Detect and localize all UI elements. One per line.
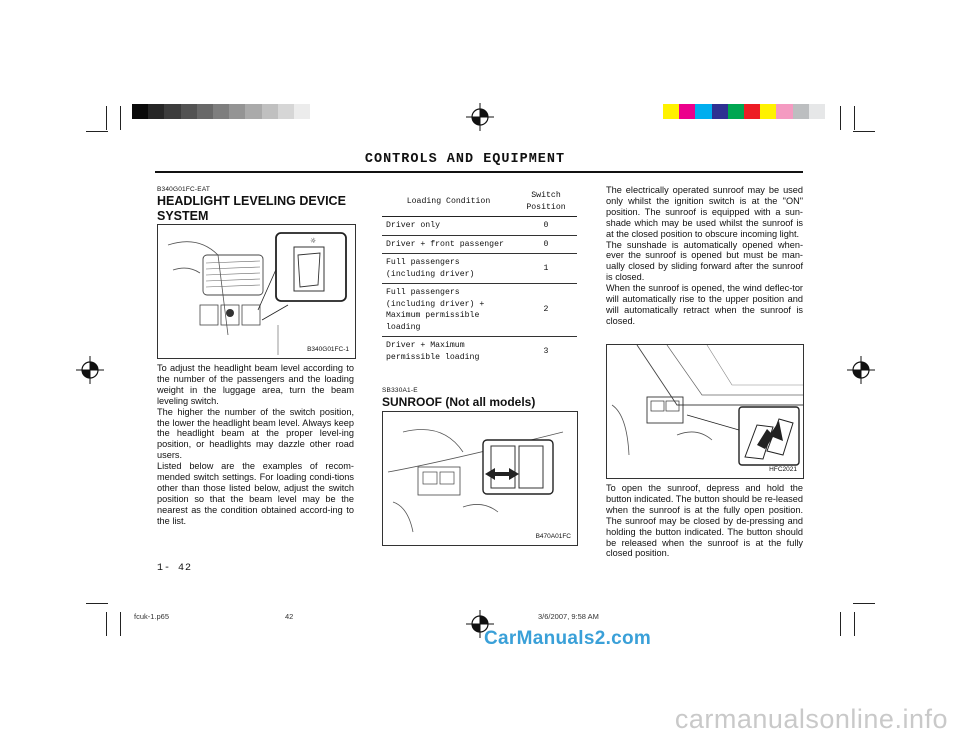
calibration-swatch: [809, 104, 825, 119]
watermark-carmanualsonline: carmanualsonline.info: [674, 704, 948, 734]
color-calibration-bar: [663, 104, 825, 119]
table-cell: 1: [543, 263, 549, 273]
calibration-swatch: [262, 104, 278, 119]
footer-filename: fcuk-1.p65: [134, 612, 170, 621]
section-code: B340G01FC-EAT: [157, 186, 211, 193]
figure-label: HFC2021: [769, 466, 797, 473]
figure-label: B340G01FC-1: [307, 346, 349, 353]
calibration-swatch: [229, 104, 245, 119]
table-cell: Driver + Maximum permissible loading: [386, 341, 480, 362]
section-code: SB330A1-E: [382, 387, 418, 394]
table-row: [382, 217, 577, 236]
watermark-carmanuals: CarManuals2.com: [484, 628, 652, 649]
footer-date: 3/6/2007, 9:58 AM: [538, 612, 599, 621]
sunroof-button-figure: [606, 344, 804, 479]
header-divider: [155, 171, 803, 173]
calibration-swatch: [164, 104, 180, 119]
calibration-swatch: [294, 104, 310, 119]
dashboard-illustration: [158, 225, 355, 358]
calibration-swatch: [245, 104, 261, 119]
table-cell: Driver + front passenger: [386, 239, 504, 249]
table-row: [382, 235, 577, 254]
calibration-swatch: [728, 104, 744, 119]
table-cell: Full passengers (including driver): [386, 258, 475, 279]
paragraph: When the sunroof is opened, the wind deflec-tor will automatically rise to the upper position and will automatically retract when the sunroof is closed.: [606, 283, 803, 326]
paragraph: The higher the number of the switch position, the lower the headlight beam level. Always keep the headlight beam at the proper level-ing position, or headlights may dazzle other road users.: [157, 406, 354, 461]
calibration-swatch: [148, 104, 164, 119]
calibration-swatch: [181, 104, 197, 119]
paragraph: To adjust the headlight beam level according to the number of the passengers and the loading weight in the luggage area, turn the beam leveling switch.: [157, 363, 354, 406]
headlight-switch-figure: [157, 224, 356, 359]
left-body-text: [157, 363, 354, 527]
paragraph: To open the sunroof, depress and hold the button indicated. The button should be re-leased when the sunroof is at the fully open position. The sunroof may be closed by de-pressing and holding the button indicated. The button should be released when the sunroof is at the fully closed position.: [606, 483, 803, 559]
table-cell: Full passengers (including driver) + Maximum permissible loading: [386, 288, 485, 332]
calibration-swatch: [760, 104, 776, 119]
table-row: [382, 337, 577, 367]
calibration-swatch: [132, 104, 148, 119]
column-header: Loading Condition: [406, 196, 491, 206]
paragraph: Listed below are the examples of recom-mended switch settings. For loading condi-tions other than those listed below, adjust the switch position so that the beam level may be the nearest as the condition obtained accord-ing to the list.: [157, 461, 354, 526]
calibration-swatch: [278, 104, 294, 119]
table-row: [382, 254, 577, 284]
registration-target-icon: [847, 356, 875, 384]
table-cell: 3: [543, 346, 549, 356]
calibration-swatch: [197, 104, 213, 119]
figure-label: B470A01FC: [535, 533, 571, 540]
grayscale-calibration-bar: [132, 104, 310, 119]
paragraph: The electrically operated sunroof may be used only whilst the ignition switch is at the "ON" position. The sunroof is equipped with a sun-shade which may be used whilst the sunroof is at the closed position to obscure incoming light.: [606, 185, 803, 239]
calibration-swatch: [213, 104, 229, 119]
right-body-text: [606, 185, 803, 327]
sunroof-illustration: [383, 412, 577, 545]
calibration-swatch: [744, 104, 760, 119]
right-body-text-after-figure: [606, 483, 803, 559]
paragraph: The sunshade is automatically opened when-ever the sunroof is opened but must be man-ually closed by sliding forward after the sunroof is closed.: [606, 239, 803, 283]
section-heading: HEADLIGHT LEVELING DEVICE SYSTEM: [157, 194, 346, 223]
table-cell: 0: [543, 221, 549, 230]
loading-condition-table: [382, 187, 577, 366]
svg-text:☼: ☼: [310, 237, 317, 245]
sunroof-figure: [382, 411, 578, 546]
page-number: 1- 42: [157, 563, 193, 574]
calibration-swatch: [793, 104, 809, 119]
section-heading: SUNROOF (Not all models): [382, 395, 536, 409]
calibration-swatch: [679, 104, 695, 119]
table-header-row: [382, 187, 577, 217]
calibration-swatch: [663, 104, 679, 119]
page-title: CONTROLS AND EQUIPMENT: [364, 152, 566, 167]
registration-target-icon: [466, 103, 494, 131]
footer-page: 42: [285, 612, 294, 621]
sunroof-button-illustration: [607, 345, 803, 478]
table-cell: 2: [543, 305, 549, 315]
table-cell: Driver only: [386, 221, 441, 230]
column-header: Switch Position: [526, 191, 566, 212]
calibration-swatch: [776, 104, 792, 119]
table-cell: 0: [543, 239, 549, 249]
calibration-swatch: [712, 104, 728, 119]
registration-target-icon: [76, 356, 104, 384]
calibration-swatch: [695, 104, 711, 119]
table-row: [382, 284, 577, 337]
